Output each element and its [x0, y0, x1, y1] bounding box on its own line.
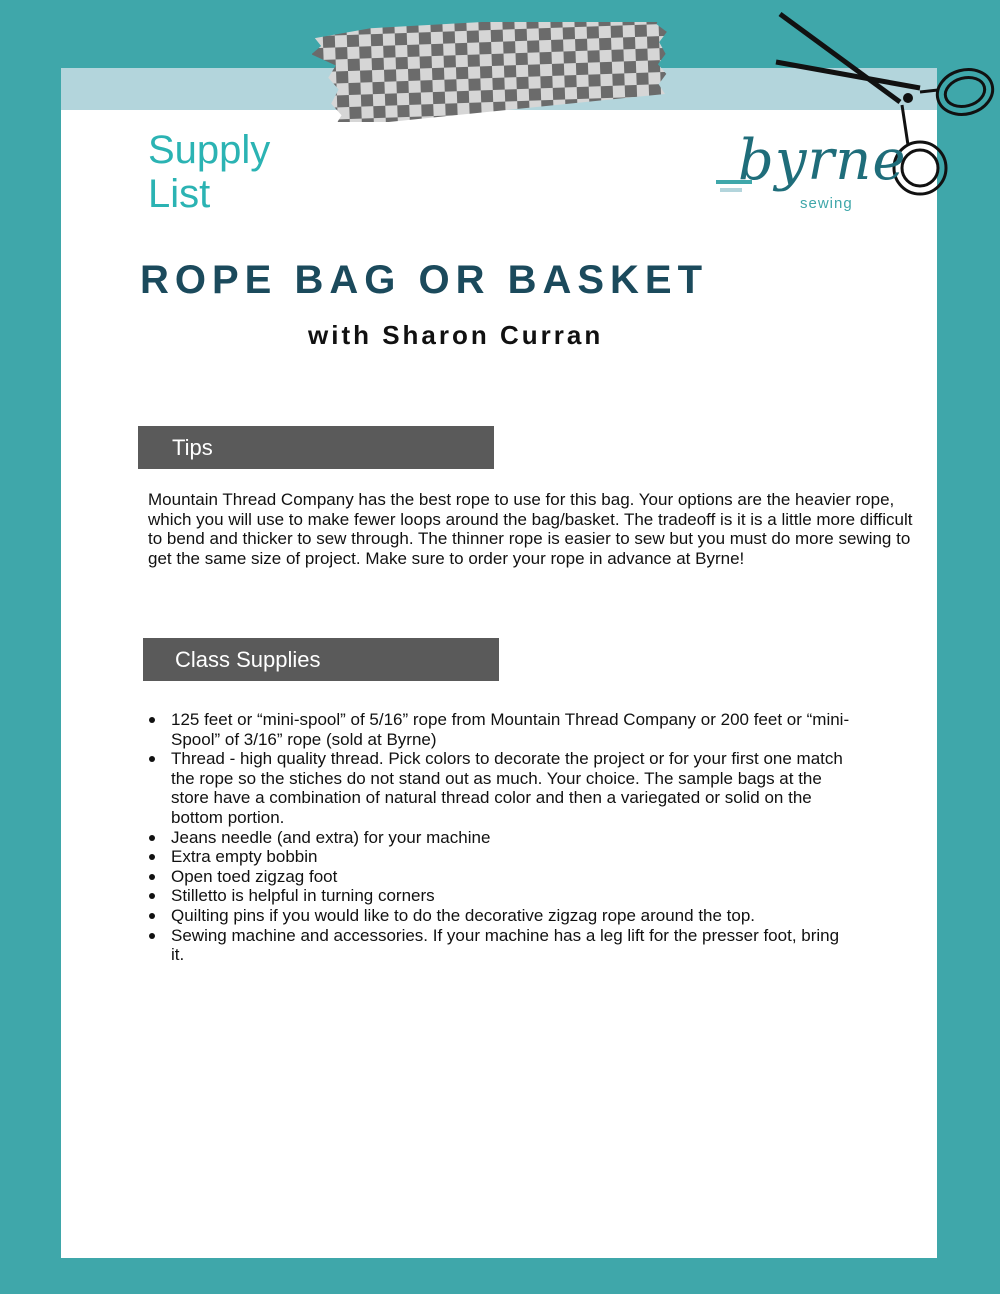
- tips-heading-bar: [138, 426, 494, 469]
- supply-list-heading: [148, 128, 270, 216]
- list-item: Extra empty bobbin: [146, 847, 856, 867]
- logo-sub: sewing: [800, 195, 853, 212]
- tips-heading: Tips: [172, 435, 213, 460]
- class-supplies-heading: Class Supplies: [175, 647, 321, 672]
- list-item: Thread - high quality thread. Pick colors to decorate the project or for your first one match the rope so the stiches do not stand out as much. Your choice. The sample bags at the store have a combination of natural thread color and then a variegated or solid on the bottom portion.: [146, 749, 856, 827]
- list-item: Quilting pins if you would like to do the decorative zigzag rope around the top.: [146, 906, 856, 926]
- page-title: ROPE BAG OR BASKET: [140, 258, 709, 302]
- page-subtitle: with Sharon Curran: [308, 320, 604, 350]
- list-item: Jeans needle (and extra) for your machine: [146, 828, 856, 848]
- supply-list-line1: Supply: [148, 128, 271, 172]
- list-item: 125 feet or “mini-spool” of 5/16” rope from Mountain Thread Company or 200 feet or “mini-Spool” of 3/16” rope (sold at Byrne): [146, 710, 856, 749]
- logo-word: byrne: [738, 128, 907, 193]
- list-item: Stilletto is helpful in turning corners: [146, 886, 856, 906]
- checkered-tape: [312, 22, 672, 122]
- class-supplies-heading-bar: [143, 638, 499, 681]
- tips-body: Mountain Thread Company has the best rope to use for this bag. Your options are the heavier rope, which you will use to make fewer loops around the bag/basket. The tradeoff is it is a little more difficult to bend and thicker to sew through. The thinner rope is easier to sew but you must do more sewing to get the same size of project. Make sure to order your rope in advance at Byrne!: [148, 490, 913, 568]
- list-item: Open toed zigzag foot: [146, 867, 856, 887]
- list-item: Sewing machine and accessories. If your machine has a leg lift for the presser foot, bring it.: [146, 926, 856, 965]
- supply-list-line2: List: [148, 172, 211, 216]
- class-supplies-list: [146, 710, 856, 965]
